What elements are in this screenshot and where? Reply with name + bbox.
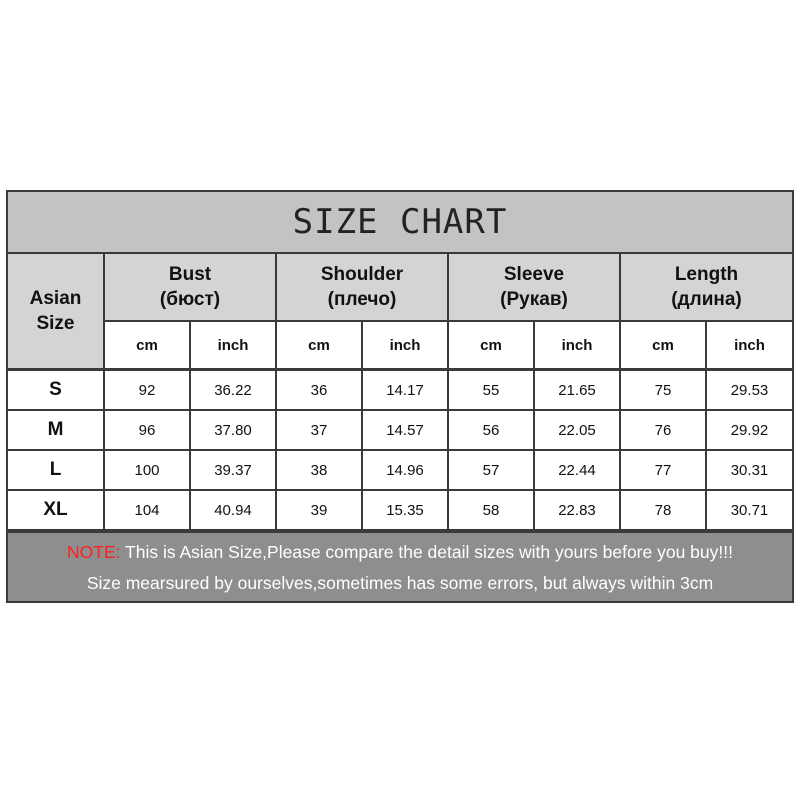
- table-row: [8, 370, 792, 411]
- bust-inch: 39.37: [190, 450, 276, 490]
- bust-inch: 37.80: [190, 410, 276, 450]
- shoulder-inch: 14.17: [362, 370, 448, 411]
- unit-inch: inch: [190, 321, 276, 370]
- size-chart: [6, 190, 794, 603]
- note-label: NOTE:: [67, 542, 121, 562]
- note-text: This is Asian Size,Please compare the detail sizes with yours before you buy!!!: [120, 542, 733, 562]
- header-row: [8, 254, 792, 321]
- sleeve-inch: 22.05: [534, 410, 620, 450]
- unit-cm: cm: [620, 321, 706, 370]
- length-inch: 30.31: [706, 450, 792, 490]
- sleeve-label-ru: (Рукав): [500, 289, 568, 310]
- sleeve-label: Sleeve: [503, 264, 565, 285]
- bust-label: Bust: [168, 264, 212, 285]
- unit-cm: cm: [448, 321, 534, 370]
- bust-inch: 40.94: [190, 490, 276, 530]
- shoulder-label: Shoulder: [320, 264, 404, 285]
- shoulder-label-ru: (плечо): [327, 289, 397, 310]
- asian-size-header: [8, 254, 104, 370]
- bust-cm: 96: [104, 410, 190, 450]
- shoulder-cm: 38: [276, 450, 362, 490]
- asian-size-line2: Size: [36, 313, 75, 334]
- length-header: [620, 254, 792, 321]
- bust-header: [104, 254, 276, 321]
- length-label-ru: (длина): [671, 289, 742, 310]
- unit-inch: inch: [534, 321, 620, 370]
- length-cm: 75: [620, 370, 706, 411]
- size-label: L: [8, 450, 104, 490]
- shoulder-inch: 14.96: [362, 450, 448, 490]
- shoulder-header: [276, 254, 448, 321]
- bust-inch: 36.22: [190, 370, 276, 411]
- table-row: [8, 490, 792, 530]
- table-row: [8, 410, 792, 450]
- note-line: [8, 537, 792, 568]
- unit-inch: inch: [362, 321, 448, 370]
- length-label: Length: [674, 264, 739, 285]
- length-inch: 29.92: [706, 410, 792, 450]
- bust-cm: 100: [104, 450, 190, 490]
- sleeve-inch: 22.44: [534, 450, 620, 490]
- length-inch: 29.53: [706, 370, 792, 411]
- unit-cm: cm: [276, 321, 362, 370]
- size-label: XL: [8, 490, 104, 530]
- measurement-note: Size mearsured by ourselves,sometimes has some errors, but always within 3cm: [86, 573, 714, 593]
- sleeve-cm: 55: [448, 370, 534, 411]
- bust-cm: 92: [104, 370, 190, 411]
- size-table: [8, 254, 792, 531]
- size-label: M: [8, 410, 104, 450]
- size-label: S: [8, 370, 104, 411]
- shoulder-cm: 39: [276, 490, 362, 530]
- chart-title: SIZE CHART: [8, 192, 792, 254]
- asian-size-line1: Asian: [29, 288, 82, 309]
- sleeve-header: [448, 254, 620, 321]
- shoulder-cm: 37: [276, 410, 362, 450]
- sleeve-inch: 21.65: [534, 370, 620, 411]
- bust-label-ru: (бюст): [159, 289, 221, 310]
- sleeve-cm: 56: [448, 410, 534, 450]
- shoulder-inch: 14.57: [362, 410, 448, 450]
- length-cm: 76: [620, 410, 706, 450]
- unit-row: [8, 321, 792, 370]
- bust-cm: 104: [104, 490, 190, 530]
- unit-cm: cm: [104, 321, 190, 370]
- length-cm: 78: [620, 490, 706, 530]
- sleeve-inch: 22.83: [534, 490, 620, 530]
- footer-notes: [8, 531, 792, 601]
- table-row: [8, 450, 792, 490]
- length-cm: 77: [620, 450, 706, 490]
- shoulder-cm: 36: [276, 370, 362, 411]
- shoulder-inch: 15.35: [362, 490, 448, 530]
- sleeve-cm: 57: [448, 450, 534, 490]
- unit-inch: inch: [706, 321, 792, 370]
- length-inch: 30.71: [706, 490, 792, 530]
- sleeve-cm: 58: [448, 490, 534, 530]
